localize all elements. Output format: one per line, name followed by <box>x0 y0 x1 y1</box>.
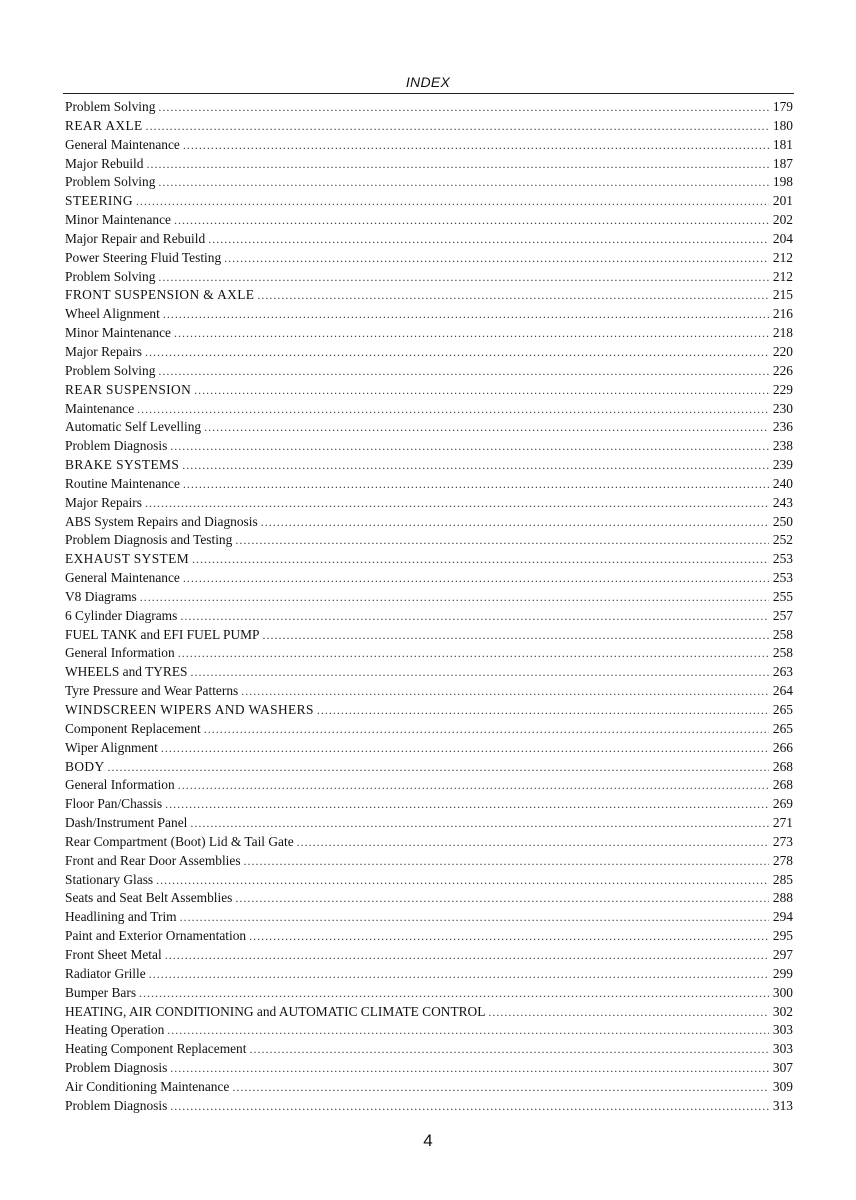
index-entry-label: General Maintenance <box>65 136 180 152</box>
index-entry <box>65 305 793 324</box>
index-entry-page: 218 <box>772 325 793 341</box>
index-entry-page: 215 <box>772 287 793 303</box>
index-entry <box>65 513 793 532</box>
dot-leader <box>161 739 769 758</box>
index-entry <box>65 871 793 890</box>
index-entry-page: 268 <box>772 777 793 793</box>
index-entry-label: Front and Rear Door Assemblies <box>65 852 241 868</box>
index-entry-label: 6 Cylinder Diagrams <box>65 607 178 623</box>
dot-leader <box>167 1021 769 1040</box>
index-entry-page: 229 <box>772 381 793 397</box>
index-entry-page: 187 <box>772 155 793 171</box>
dot-leader <box>140 588 769 607</box>
index-entry-page: 257 <box>772 607 793 623</box>
index-entry-page: 236 <box>772 419 793 435</box>
index-entry <box>65 531 793 550</box>
index-entry-page: 250 <box>772 513 793 529</box>
index-entry <box>65 984 793 1003</box>
index-entry-label: Air Conditioning Maintenance <box>65 1078 230 1094</box>
index-entry <box>65 908 793 927</box>
index-entry-page: 230 <box>772 400 793 416</box>
dot-leader <box>170 437 769 456</box>
index-entry-page: 212 <box>772 268 793 284</box>
index-entry-label: General Information <box>65 777 175 793</box>
dot-leader <box>224 249 769 268</box>
index-entry <box>65 852 793 871</box>
index-entry-page: 263 <box>772 664 793 680</box>
dot-leader <box>297 833 769 852</box>
index-entry-label: Problem Diagnosis <box>65 438 168 454</box>
index-entry-label: Stationary Glass <box>65 871 154 887</box>
index-entry <box>65 381 793 400</box>
dot-leader <box>183 136 769 155</box>
index-entry <box>65 230 793 249</box>
index-entry-page: 239 <box>772 457 793 473</box>
index-entry-label: Radiator Grille <box>65 965 146 981</box>
index-entry <box>65 117 793 136</box>
index-entry-label: Floor Pan/Chassis <box>65 796 163 812</box>
index-entry-page: 307 <box>772 1060 793 1076</box>
dot-leader <box>183 569 769 588</box>
index-entry-page: 243 <box>772 494 793 510</box>
dot-leader <box>204 418 769 437</box>
index-entry-page: 258 <box>772 626 793 642</box>
index-entry-page: 303 <box>772 1041 793 1057</box>
index-entry <box>65 588 793 607</box>
dot-leader <box>158 98 769 117</box>
dot-leader <box>178 776 769 795</box>
index-entry <box>65 173 793 192</box>
index-entry-page: 295 <box>772 928 793 944</box>
dot-leader <box>136 192 769 211</box>
index-entry <box>65 418 793 437</box>
index-entry-label: Wiper Alignment <box>65 739 158 755</box>
dot-leader <box>241 682 769 701</box>
index-entry-label: Power Steering Fluid Testing <box>65 249 222 265</box>
index-entry-page: 204 <box>772 230 793 246</box>
index-entry-label: Heating Operation <box>65 1022 165 1038</box>
dot-leader <box>145 343 769 362</box>
index-entry-label: ABS System Repairs and Diagnosis <box>65 513 258 529</box>
index-entry-page: 285 <box>772 871 793 887</box>
index-entry-label: WINDSCREEN WIPERS AND WASHERS <box>65 702 314 717</box>
index-entry-label: Problem Solving <box>65 174 156 190</box>
index-entry-page: 265 <box>772 720 793 736</box>
index-entry-label: FUEL TANK and EFI FUEL PUMP <box>65 626 260 642</box>
index-entry-page: 268 <box>772 758 793 774</box>
index-entry-label: General Information <box>65 645 175 661</box>
index-entry-page: 220 <box>772 343 793 359</box>
dot-leader <box>192 550 769 569</box>
dot-leader <box>261 513 769 532</box>
index-entry-label: Bumper Bars <box>65 984 137 1000</box>
dot-leader <box>235 531 769 550</box>
index-entry-page: 226 <box>772 362 793 378</box>
index-entry-label: REAR SUSPENSION <box>65 381 192 397</box>
index-entry-page: 313 <box>772 1097 793 1113</box>
index-entry <box>65 682 793 701</box>
index-entry <box>65 98 793 117</box>
dot-leader <box>149 965 769 984</box>
index-entry-page: 303 <box>772 1022 793 1038</box>
index-entry-label: Paint and Exterior Ornamentation <box>65 928 247 944</box>
index-entry-page: 258 <box>772 645 793 661</box>
dot-leader <box>249 927 769 946</box>
index-entry-label: Tyre Pressure and Wear Patterns <box>65 683 239 699</box>
index-entry <box>65 1040 793 1059</box>
index-entry-page: 179 <box>772 99 793 114</box>
index-entry <box>65 324 793 343</box>
index-entry-label: Seats and Seat Belt Assemblies <box>65 890 233 906</box>
index-entry-label: BODY <box>65 758 105 774</box>
dot-leader <box>208 230 769 249</box>
dot-leader <box>158 173 769 192</box>
dot-leader <box>139 984 769 1003</box>
index-entry-label: Heating Component Replacement <box>65 1041 247 1057</box>
index-entry-label: STEERING <box>65 193 133 209</box>
index-entry <box>65 343 793 362</box>
index-entry <box>65 739 793 758</box>
index-entry <box>65 889 793 908</box>
index-entry <box>65 400 793 419</box>
index-entry-label: Problem Solving <box>65 268 156 284</box>
index-entry <box>65 286 793 305</box>
index-entry-label: FRONT SUSPENSION & AXLE <box>65 287 255 303</box>
index-entry-page: 271 <box>772 815 793 831</box>
index-entry-label: Dash/Instrument Panel <box>65 815 188 831</box>
index-entry <box>65 1097 793 1116</box>
index-entry-label: Major Rebuild <box>65 155 144 171</box>
index-entry-page: 288 <box>772 890 793 906</box>
dot-leader <box>165 795 769 814</box>
index-entry-page: 216 <box>772 306 793 322</box>
index-entry-label: Minor Maintenance <box>65 325 171 341</box>
index-entry-label: Automatic Self Levelling <box>65 419 202 435</box>
dot-leader <box>165 946 769 965</box>
index-entry-page: 278 <box>772 852 793 868</box>
index-entry-label: Major Repairs <box>65 343 142 359</box>
index-entry-page: 266 <box>772 739 793 755</box>
index-entry <box>65 456 793 475</box>
index-entry-page: 302 <box>772 1003 793 1019</box>
index-entry <box>65 362 793 381</box>
index-entry-label: Problem Solving <box>65 362 156 378</box>
index-entry-page: 265 <box>772 702 793 717</box>
index-entry <box>65 268 793 287</box>
dot-leader <box>244 852 769 871</box>
index-entry-label: WHEELS and TYRES <box>65 664 188 680</box>
index-entry-label: Front Sheet Metal <box>65 946 162 962</box>
header-divider <box>63 93 794 94</box>
dot-leader <box>174 324 769 343</box>
page-title: INDEX <box>405 74 451 90</box>
index-entry-page: 240 <box>772 475 793 491</box>
dot-leader <box>178 644 769 663</box>
index-entry <box>65 758 793 777</box>
index-entry <box>65 663 793 682</box>
dot-leader <box>158 362 769 381</box>
index-entry <box>65 833 793 852</box>
index-entry-label: General Maintenance <box>65 570 180 586</box>
dot-leader <box>249 1040 768 1059</box>
index-entry <box>65 795 793 814</box>
index-entry-label: Component Replacement <box>65 720 201 736</box>
index-entry-label: EXHAUST SYSTEM <box>65 551 190 567</box>
index-entry-page: 201 <box>772 193 793 209</box>
index-entry-label: BRAKE SYSTEMS <box>65 457 180 473</box>
dot-leader <box>488 1003 768 1022</box>
dot-leader <box>262 626 768 645</box>
dot-leader <box>235 889 769 908</box>
index-entry-page: 253 <box>772 551 793 567</box>
index-entry <box>65 776 793 795</box>
index-entry <box>65 965 793 984</box>
index-entry-label: Problem Solving <box>65 99 156 114</box>
index-entry <box>65 550 793 569</box>
index-entry-label: HEATING, AIR CONDITIONING and AUTOMATIC CLIMATE CONTROL <box>65 1003 486 1019</box>
index-entry <box>65 249 793 268</box>
index-entry <box>65 1078 793 1097</box>
index-entry-page: 297 <box>772 946 793 962</box>
index-entry-page: 300 <box>772 984 793 1000</box>
dot-leader <box>145 494 769 513</box>
index-entry-page: 238 <box>772 438 793 454</box>
index-entry-label: V8 Diagrams <box>65 588 137 604</box>
index-entry-page: 294 <box>772 909 793 925</box>
dot-leader <box>146 155 768 174</box>
index-entry-page: 181 <box>772 136 793 152</box>
index-entry <box>65 644 793 663</box>
dot-leader <box>180 908 769 927</box>
index-entry <box>65 626 793 645</box>
dot-leader <box>170 1097 769 1116</box>
index-entry-page: 252 <box>772 532 793 548</box>
index-entry-label: Problem Diagnosis <box>65 1097 168 1113</box>
index-entry-label: Headlining and Trim <box>65 909 177 925</box>
index-entry-page: 198 <box>772 174 793 190</box>
dot-leader <box>190 814 769 833</box>
dot-leader <box>257 286 769 305</box>
dot-leader <box>194 381 769 400</box>
index-entry-label: Major Repairs <box>65 494 142 510</box>
index-entry <box>65 569 793 588</box>
index-entry <box>65 1021 793 1040</box>
index-entry <box>65 475 793 494</box>
dot-leader <box>180 607 769 626</box>
index-entry-label: Rear Compartment (Boot) Lid & Tail Gate <box>65 833 294 849</box>
index-entry-label: REAR AXLE <box>65 117 143 133</box>
index-list <box>65 98 793 1116</box>
dot-leader <box>232 1078 769 1097</box>
dot-leader <box>182 456 769 475</box>
dot-leader <box>108 758 769 777</box>
index-entry-page: 202 <box>772 212 793 228</box>
index-entry-label: Major Repair and Rebuild <box>65 230 206 246</box>
index-entry-label: Maintenance <box>65 400 135 416</box>
index-entry-page: 255 <box>772 588 793 604</box>
dot-leader <box>137 400 769 419</box>
dot-leader <box>158 268 769 287</box>
index-entry-page: 269 <box>772 796 793 812</box>
index-entry-page: 180 <box>772 117 793 133</box>
index-entry <box>65 946 793 965</box>
index-entry <box>65 814 793 833</box>
index-entry-page: 299 <box>772 965 793 981</box>
dot-leader <box>191 663 769 682</box>
dot-leader <box>317 701 769 720</box>
dot-leader <box>170 1059 769 1078</box>
page-number: 4 <box>423 1131 433 1150</box>
index-entry <box>65 136 793 155</box>
dot-leader <box>183 475 769 494</box>
index-entry-page: 253 <box>772 570 793 586</box>
index-entry <box>65 1003 793 1022</box>
index-entry-page: 273 <box>772 833 793 849</box>
index-entry <box>65 720 793 739</box>
index-entry-label: Minor Maintenance <box>65 212 171 228</box>
index-entry-label: Wheel Alignment <box>65 306 160 322</box>
index-entry-page: 309 <box>772 1078 793 1094</box>
index-entry-page: 212 <box>772 249 793 265</box>
dot-leader <box>174 211 769 230</box>
index-entry <box>65 211 793 230</box>
dot-leader <box>163 305 769 324</box>
index-entry <box>65 155 793 174</box>
dot-leader <box>204 720 769 739</box>
index-entry-label: Problem Diagnosis and Testing <box>65 532 233 548</box>
index-entry <box>65 701 793 720</box>
index-entry <box>65 192 793 211</box>
dot-leader <box>156 871 769 890</box>
index-entry <box>65 607 793 626</box>
dot-leader <box>146 117 769 136</box>
index-entry <box>65 437 793 456</box>
index-entry-label: Problem Diagnosis <box>65 1060 168 1076</box>
index-entry <box>65 1059 793 1078</box>
index-entry-page: 264 <box>772 683 793 699</box>
index-entry <box>65 494 793 513</box>
index-entry-label: Routine Maintenance <box>65 475 180 491</box>
index-entry <box>65 927 793 946</box>
